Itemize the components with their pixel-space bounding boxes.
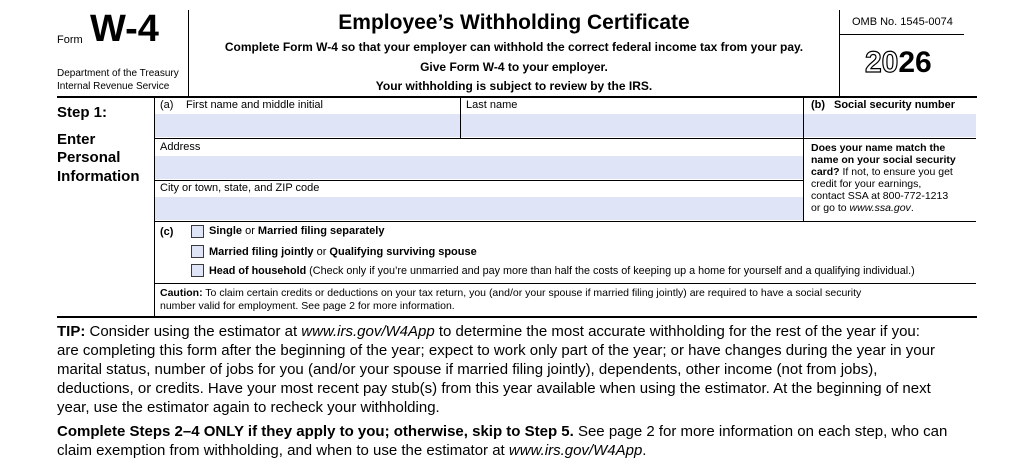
caution-label: Caution:	[160, 287, 203, 299]
step1-label: Step 1:	[57, 104, 108, 121]
ssn-input[interactable]	[804, 114, 976, 137]
name-match-line-3	[811, 166, 953, 178]
header-divider-right	[839, 10, 840, 96]
first-name-label: First name and middle initial	[186, 99, 323, 111]
name-match-line-3-rest: If not, to ensure you get	[839, 166, 953, 178]
married-jointly-checkbox[interactable]	[191, 245, 204, 258]
tax-year	[865, 46, 932, 80]
tip-line-1-post: to determine the most accurate withholding for the rest of the year if you:	[434, 323, 920, 340]
single-option-label	[209, 225, 384, 237]
step1-bottom-rule	[57, 316, 977, 318]
complete-steps-paragraph	[57, 422, 947, 460]
last-name-input[interactable]	[461, 114, 803, 137]
name-match-period: .	[910, 202, 914, 214]
tip-line-1-pre: Consider using the estimator at	[85, 323, 302, 340]
irs-estimator-link[interactable]: www.irs.gov/W4App	[301, 323, 435, 340]
step1-title-line-3: Information	[57, 168, 140, 185]
form-word: Form	[57, 34, 83, 46]
a-tag: (a)	[160, 99, 174, 111]
tip-paragraph	[57, 322, 935, 417]
complete-line-2	[57, 441, 947, 460]
name-match-go-to: or go to	[811, 202, 850, 214]
name-match-line-4: credit for your earnings,	[811, 178, 922, 190]
married-jointly-option-label	[209, 246, 477, 258]
single-text: Single	[209, 225, 243, 237]
head-of-household-option-label	[209, 265, 915, 277]
name-match-line-1: Does your name match the	[811, 142, 946, 154]
form-title: Employee’s Withholding Certificate	[338, 11, 690, 34]
name-match-line-6	[811, 202, 914, 214]
tip-line-4: deductions, or credits. Have your most recent pay stub(s) from this year available when using the estimator. At the beginning of next	[57, 380, 931, 397]
tip-line-5: year, use the estimator again to recheck your withholding.	[57, 399, 440, 416]
row-a-bottom-rule	[155, 138, 976, 139]
department-label: Department of the Treasury	[57, 68, 179, 79]
form-number: W-4	[90, 8, 159, 50]
single-checkbox[interactable]	[191, 225, 204, 238]
first-name-input[interactable]	[155, 114, 460, 137]
married-separately-text: Married filing separately	[257, 225, 385, 237]
ssn-label: Social security number	[834, 99, 956, 111]
name-match-line-2: name on your social security	[811, 154, 956, 166]
complete-line-1	[57, 422, 947, 441]
married-jointly-text: Married filing jointly	[209, 246, 314, 258]
caution-left-border	[154, 284, 155, 316]
city-bottom-rule	[155, 221, 976, 222]
tip-label: TIP:	[57, 323, 86, 340]
head-of-household-text: Head of household	[209, 265, 307, 277]
address-label: Address	[160, 141, 201, 153]
filing-status-bottom-rule	[155, 283, 976, 284]
omb-divider	[840, 34, 964, 35]
agency-label: Internal Revenue Service	[57, 81, 170, 92]
surviving-spouse-text: Qualifying surviving spouse	[329, 246, 477, 258]
single-or: or	[242, 225, 258, 237]
caution-line-2: number valid for employment. See page 2 for more information.	[160, 300, 455, 312]
tax-year-suffix: 26	[898, 46, 932, 79]
name-match-card-bold: card?	[811, 166, 840, 178]
subtitle-line-2: Give Form W-4 to your employer.	[420, 60, 608, 74]
tip-line-1	[57, 322, 935, 341]
city-label: City or town, state, and ZIP code	[160, 182, 320, 194]
tax-year-prefix: 20	[865, 46, 899, 79]
address-input[interactable]	[155, 156, 803, 179]
address-bottom-rule	[155, 180, 803, 181]
caution-line-1	[160, 287, 861, 299]
caution-text-1: To claim certain credits or deductions on your tax return, you (and/or your spouse if married filing jointly) are required to have a social security	[202, 287, 862, 299]
name-match-line-5: contact SSA at 800-772-1213	[811, 190, 949, 202]
complete-line-1-rest: See page 2 for more information on each step, who can	[573, 423, 948, 440]
head-of-household-note: (Check only if you’re unmarried and pay more than half the costs of keeping up a home for yourself and a qualifying individual.)	[306, 265, 915, 277]
b-tag: (b)	[811, 99, 826, 111]
city-state-zip-input[interactable]	[155, 197, 803, 220]
complete-line-2-post: .	[642, 442, 647, 459]
irs-w4app-link[interactable]: www.irs.gov/W4App	[508, 442, 643, 459]
ssa-website-link[interactable]: www.ssa.gov	[849, 202, 911, 214]
step1-title-line-1: Enter	[57, 131, 96, 148]
married-jointly-or: or	[313, 246, 330, 258]
tip-line-2: are completing this form after the beginning of the year; expect to work only part of the year; or have changes during the year in your	[57, 342, 935, 359]
step1-title-line-2: Personal	[57, 149, 121, 166]
c-tag: (c)	[160, 226, 174, 238]
omb-number: OMB No. 1545-0074	[852, 16, 953, 28]
subtitle-line-1: Complete Form W-4 so that your employer can withhold the correct federal income tax from your pay.	[224, 40, 804, 54]
last-name-label: Last name	[466, 99, 518, 111]
complete-line-2-pre: claim exemption from withholding, and when to use the estimator at	[57, 442, 509, 459]
tip-line-3: marital status, number of jobs for you (and/or your spouse if married filing jointly), dependents, other income (not from jobs),	[57, 361, 878, 378]
subtitle-line-3: Your withholding is subject to review by the IRS.	[375, 79, 653, 93]
head-of-household-checkbox[interactable]	[191, 264, 204, 277]
header-bottom-rule	[57, 96, 977, 98]
complete-steps-bold: Complete Steps 2–4 ONLY if they apply to you; otherwise, skip to Step 5.	[57, 423, 574, 440]
